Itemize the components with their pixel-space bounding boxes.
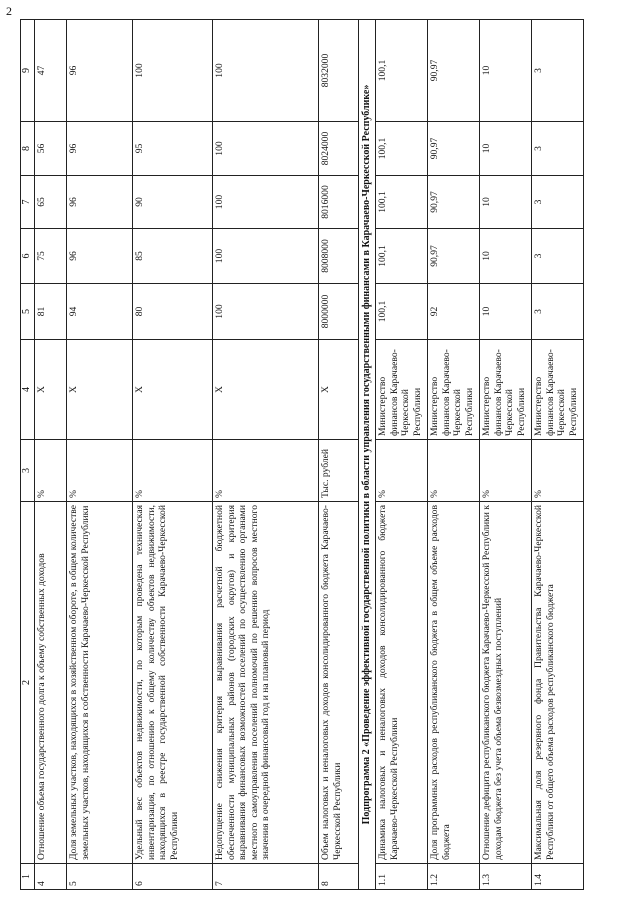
executor-cell: Министерство финансов Карачаево-Черкесской Республики bbox=[532, 340, 584, 440]
unit-cell: % bbox=[35, 440, 67, 502]
row-number: 8 bbox=[319, 864, 359, 890]
value-cell: 90,97 bbox=[428, 122, 480, 176]
table-row bbox=[376, 20, 428, 890]
unit-cell: % bbox=[428, 440, 480, 502]
header-cell: 4 bbox=[21, 340, 35, 440]
value-cell: 10 bbox=[480, 229, 532, 284]
value-cell: 100,1 bbox=[376, 20, 428, 122]
value-cell: 94 bbox=[67, 284, 133, 340]
value-cell: 100 bbox=[213, 20, 319, 122]
indicator-name: Максимальная доля резервного фонда Правительства Карачаево-Черкесской Республики от общего объема расходов республиканского бюджета bbox=[532, 502, 584, 864]
row-number: 4 bbox=[35, 864, 67, 890]
executor-cell: Министерство финансов Карачаево-Черкесской Республики bbox=[480, 340, 532, 440]
value-cell: 90 bbox=[133, 176, 213, 229]
value-cell: 92 bbox=[428, 284, 480, 340]
indicator-name: Удельный вес объектов недвижимости, по которым проведена техническая инвентаризация, по отношению к общему количеству объектов недвижимости, находящихся в реестре государственной собственности Карачаево-Черкесской Республики bbox=[133, 502, 213, 864]
unit-cell: % bbox=[213, 440, 319, 502]
value-cell: 81 bbox=[35, 284, 67, 340]
value-cell: 90,97 bbox=[428, 20, 480, 122]
value-cell: 10 bbox=[480, 122, 532, 176]
value-cell: 8008000 bbox=[319, 229, 359, 284]
value-cell: 95 bbox=[133, 122, 213, 176]
value-cell: 96 bbox=[67, 229, 133, 284]
header-cell: 9 bbox=[21, 20, 35, 122]
value-cell: 3 bbox=[532, 20, 584, 122]
table-row bbox=[133, 20, 213, 890]
row-number: 5 bbox=[67, 864, 133, 890]
value-cell: 100 bbox=[213, 176, 319, 229]
header-cell: 7 bbox=[21, 176, 35, 229]
row-number: 1.3 bbox=[480, 864, 532, 890]
indicators-table bbox=[20, 19, 584, 890]
value-cell: 8024000 bbox=[319, 122, 359, 176]
table-row bbox=[480, 20, 532, 890]
value-cell: 8016000 bbox=[319, 176, 359, 229]
subprogram-title: Подпрограмма 2 «Проведение эффективной государственной политики в области управления государственными финансами в Карачаево-Черкесской Республике» bbox=[359, 20, 376, 890]
executor-cell: X bbox=[67, 340, 133, 440]
executor-cell: X bbox=[133, 340, 213, 440]
value-cell: 10 bbox=[480, 284, 532, 340]
table-row bbox=[532, 20, 584, 890]
value-cell: 100 bbox=[213, 122, 319, 176]
indicator-name: Отношение объема государственного долга к объему собственных доходов bbox=[35, 502, 67, 864]
rotated-page bbox=[20, 20, 620, 890]
value-cell: 96 bbox=[67, 176, 133, 229]
indicator-name: Отношение дефицита республиканского бюджета Карачаево-Черкесской Республики к доходам бюджета без учета объема безвозмездных поступлений bbox=[480, 502, 532, 864]
indicator-name: Доля земельных участков, находящихся в хозяйственном обороте, в общем количестве земельных участков, находящихся в собственности Карачаево-Черкесской Республики bbox=[67, 502, 133, 864]
value-cell: 90,97 bbox=[428, 229, 480, 284]
value-cell: 65 bbox=[35, 176, 67, 229]
value-cell: 3 bbox=[532, 122, 584, 176]
value-cell: 3 bbox=[532, 284, 584, 340]
row-number: 6 bbox=[133, 864, 213, 890]
indicator-name: Недопущение снижения критерия выравнивания расчетной бюджетной обеспеченности муниципальных районов (городских округов) и критерия выравнивания финансовых возможностей поселений по осуществлению органами местного самоуправления поселений полномочий по решению вопросов местного значения в очередной финансовый год и на плановый период bbox=[213, 502, 319, 864]
indicator-name: Объем налоговых и неналоговых доходов консолидированного бюджета Карачаево-Черкесской Республики bbox=[319, 502, 359, 864]
table-row bbox=[428, 20, 480, 890]
value-cell: 90,97 bbox=[428, 176, 480, 229]
unit-cell: % bbox=[480, 440, 532, 502]
unit-cell: % bbox=[532, 440, 584, 502]
value-cell: 100,1 bbox=[376, 122, 428, 176]
value-cell: 96 bbox=[67, 122, 133, 176]
executor-cell: Министерство финансов Карачаево-Черкесской Республики bbox=[376, 340, 428, 440]
value-cell: 3 bbox=[532, 176, 584, 229]
page-number: 2 bbox=[6, 4, 12, 18]
value-cell: 8032000 bbox=[319, 20, 359, 122]
header-cell: 6 bbox=[21, 229, 35, 284]
value-cell: 80 bbox=[133, 284, 213, 340]
header-cell: 8 bbox=[21, 122, 35, 176]
value-cell: 10 bbox=[480, 20, 532, 122]
value-cell: 75 bbox=[35, 229, 67, 284]
value-cell: 100,1 bbox=[376, 176, 428, 229]
subprogram-row bbox=[359, 20, 376, 890]
unit-cell: % bbox=[133, 440, 213, 502]
indicator-name: Динамика налоговых и неналоговых доходов консолидированного бюджета Карачаево-Черкесской Республики bbox=[376, 502, 428, 864]
value-cell: 85 bbox=[133, 229, 213, 284]
executor-cell: X bbox=[319, 340, 359, 440]
table-row bbox=[213, 20, 319, 890]
row-number: 7 bbox=[213, 864, 319, 890]
value-cell: 47 bbox=[35, 20, 67, 122]
value-cell: 3 bbox=[532, 229, 584, 284]
value-cell: 100 bbox=[213, 229, 319, 284]
indicator-name: Доля программных расходов республиканского бюджета в общем объеме расходов бюджета bbox=[428, 502, 480, 864]
header-row bbox=[21, 20, 35, 890]
value-cell: 8000000 bbox=[319, 284, 359, 340]
table-row bbox=[319, 20, 359, 890]
header-cell: 5 bbox=[21, 284, 35, 340]
value-cell: 100 bbox=[133, 20, 213, 122]
value-cell: 56 bbox=[35, 122, 67, 176]
table-row bbox=[35, 20, 67, 890]
unit-cell: % bbox=[376, 440, 428, 502]
unit-cell: Тыс. рублей bbox=[319, 440, 359, 502]
header-cell: 1 bbox=[21, 864, 35, 890]
value-cell: 100,1 bbox=[376, 284, 428, 340]
table-row bbox=[67, 20, 133, 890]
unit-cell: % bbox=[67, 440, 133, 502]
executor-cell: X bbox=[35, 340, 67, 440]
header-cell: 3 bbox=[21, 440, 35, 502]
value-cell: 100,1 bbox=[376, 229, 428, 284]
value-cell: 96 bbox=[67, 20, 133, 122]
executor-cell: X bbox=[213, 340, 319, 440]
value-cell: 10 bbox=[480, 176, 532, 229]
header-cell: 2 bbox=[21, 502, 35, 864]
row-number: 1.1 bbox=[376, 864, 428, 890]
executor-cell: Министерство финансов Карачаево-Черкесской Республики bbox=[428, 340, 480, 440]
row-number: 1.2 bbox=[428, 864, 480, 890]
value-cell: 100 bbox=[213, 284, 319, 340]
row-number: 1.4 bbox=[532, 864, 584, 890]
